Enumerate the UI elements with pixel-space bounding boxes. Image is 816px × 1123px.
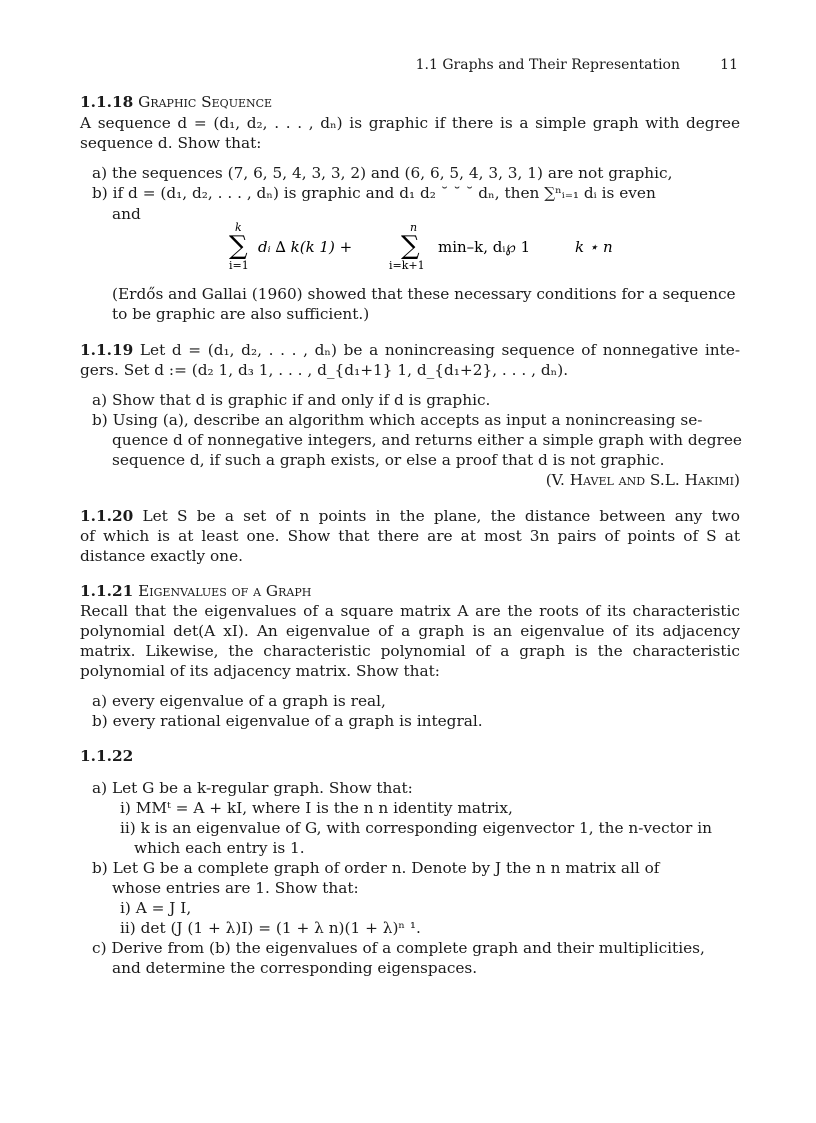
ex19-item-b: b) Using (a), describe an algorithm which accepts as input a nonincreasing se- <box>92 411 703 429</box>
sum2-sigma: ∑ <box>401 231 420 261</box>
ex22-item-a: a) Let G be a k-regular graph. Show that: <box>92 779 413 797</box>
exercise-number: 1.1.22 <box>80 747 134 765</box>
exercise-heading-1-1-18 <box>80 92 272 112</box>
ex21-text-line: matrix. Likewise, the characteristic polynomial of a graph is the characteristic <box>80 642 740 660</box>
ex20-text-line: distance exactly one. <box>80 547 244 565</box>
sum1-lower-limit: i=1 <box>229 259 249 272</box>
ex19-item-b-cont: sequence d, if such a graph exists, or else a proof that d is not graphic. <box>112 451 665 469</box>
exercise-heading-1-1-21 <box>80 581 311 601</box>
ex20-text-line: Let S be a set of n points in the plane, the distance between any two <box>142 507 740 525</box>
ex18-item-b-cont: and <box>112 205 141 223</box>
sum2-lower-limit: i=k+1 <box>389 259 425 272</box>
ex21-item-b: b) every rational eigenvalue of a graph is integral. <box>92 712 483 730</box>
ex22-item-c-cont: and determine the corresponding eigenspaces. <box>112 959 478 977</box>
sum1-body: dᵢ ∆ k(k 1) + <box>258 238 353 256</box>
exercise-number: 1.1.19 <box>80 341 134 359</box>
ex21-text-line: Recall that the eigenvalues of a square matrix A are the roots of its characteristic <box>80 602 740 620</box>
exercise-number: 1.1.18 <box>80 93 134 111</box>
ex19-text-line: Let d = (d₁, d₂, . . . , dₙ) be a nonincreasing sequence of nonnegative inte- <box>139 341 740 359</box>
ex22-item-c: c) Derive from (b) the eigenvalues of a complete graph and their multiplicities, <box>92 939 705 957</box>
sum1-upper-limit: k <box>235 221 242 234</box>
ex20-text-line: of which is at least one. Show that there are at most 3n pairs of points of S at <box>80 527 740 545</box>
ex22-item-b-ii: ii) det (J (1 + λ)I) = (1 + λ n)(1 + λ)ⁿ ¹. <box>120 919 421 937</box>
ex18-note-line: to be graphic are also sufficient.) <box>112 305 370 323</box>
page-number: 11 <box>720 57 738 73</box>
ex18-text-line: A sequence d = (d₁, d₂, . . . , dₙ) is graphic if there is a simple graph with degree <box>80 114 740 132</box>
ex19-item-a: a) Show that d is graphic if and only if d is graphic. <box>92 391 491 409</box>
exercise-number: 1.1.21 <box>80 582 134 600</box>
exercise-title: Eigenvalues of a Graph <box>138 582 312 600</box>
sum2-body: min–k, dᵢ℘ 1 <box>438 238 531 256</box>
ex22-item-a-ii-cont: which each entry is 1. <box>134 839 305 857</box>
ex21-text-line: polynomial of its adjacency matrix. Show that: <box>80 662 440 680</box>
ex18-text-line: sequence d. Show that: <box>80 134 262 152</box>
ex22-item-b-cont: whose entries are 1. Show that: <box>112 879 359 897</box>
exercise-heading-1-1-22 <box>80 746 133 766</box>
ex19-attribution: (V. Havel and S.L. Hakimi) <box>545 471 740 489</box>
ex18-note-line: (Erdős and Gallai (1960) showed that these necessary conditions for a sequence <box>112 285 736 303</box>
exercise-heading-1-1-19 <box>80 340 740 360</box>
exercise-number: 1.1.20 <box>80 507 134 525</box>
ex22-item-a-i: i) MMᵗ = A + kI, where I is the n n identity matrix, <box>120 799 513 817</box>
ex19-text-line: gers. Set d := (d₂ 1, d₃ 1, . . . , d_{d₁+1} 1, d_{d₁+2}, . . . , dₙ). <box>80 361 569 379</box>
ex21-text-line: polynomial det(A xI). An eigenvalue of a graph is an eigenvalue of its adjacency <box>80 622 740 640</box>
erdos-gallai-formula <box>225 222 645 278</box>
sum2-upper-limit: n <box>410 221 418 234</box>
exercise-title: Graphic Sequence <box>138 93 273 111</box>
ex18-item-b: b) if d = (d₁, d₂, . . . , dₙ) is graphic and d₁ d₂ ˘ ˘ ˘ dₙ, then ∑ⁿᵢ₌₁ dᵢ is even <box>92 184 656 202</box>
ex22-item-a-ii: ii) k is an eigenvalue of G, with corresponding eigenvector 1, the n-vector in <box>120 819 712 837</box>
section-title: 1.1 Graphs and Their Representation <box>415 57 680 73</box>
book-page <box>80 0 740 1123</box>
ex18-item-a: a) the sequences (7, 6, 5, 4, 3, 3, 2) and (6, 6, 5, 4, 3, 3, 1) are not graphic, <box>92 164 673 182</box>
ex22-item-b: b) Let G be a complete graph of order n. Denote by J the n n matrix all of <box>92 859 660 877</box>
formula-graphic <box>225 222 645 278</box>
ex21-item-a: a) every eigenvalue of a graph is real, <box>92 692 386 710</box>
exercise-heading-1-1-20 <box>80 506 740 526</box>
sum1-sigma: ∑ <box>229 231 248 261</box>
formula-condition: k ⋆ n <box>575 238 613 256</box>
ex22-item-b-i: i) A = J I, <box>120 899 192 917</box>
ex19-item-b-cont: quence d of nonnegative integers, and returns either a simple graph with degree <box>112 431 742 449</box>
